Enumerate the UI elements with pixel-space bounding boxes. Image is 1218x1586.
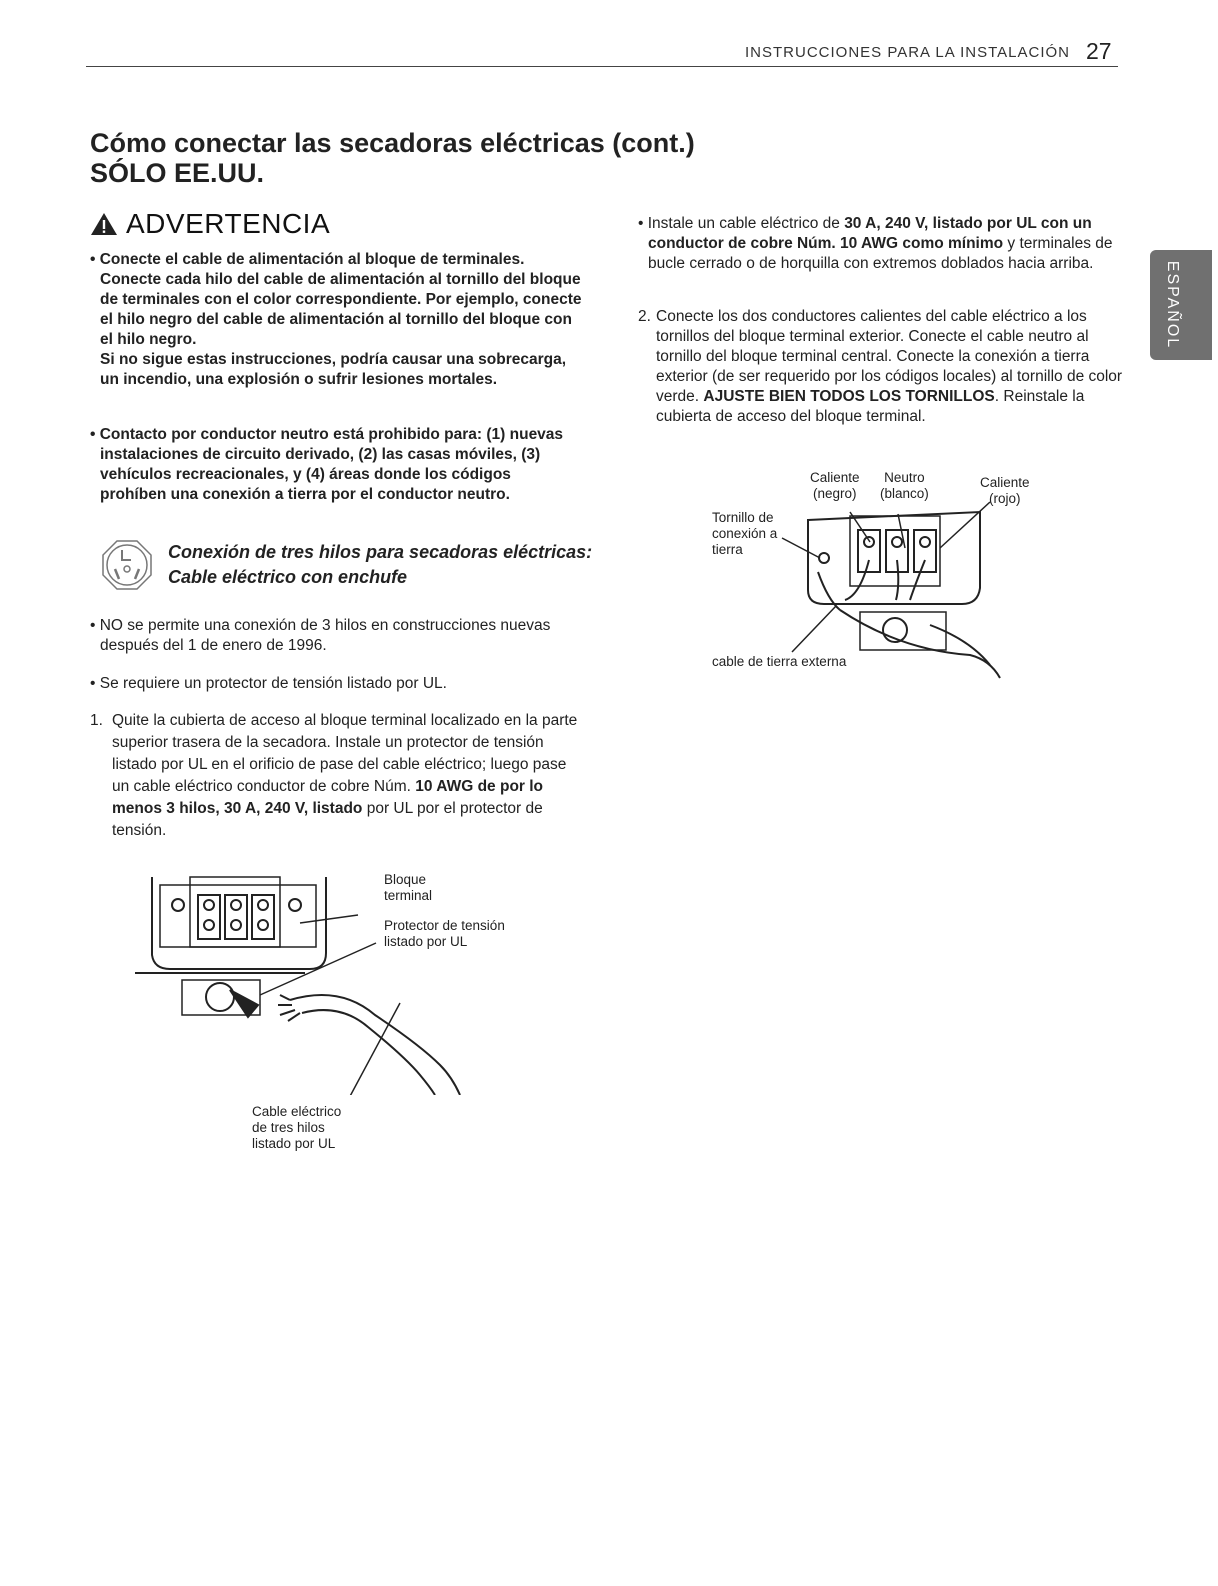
label-terminal-block-line-1: Bloque [384, 872, 427, 887]
step-2 [638, 307, 1128, 427]
warning-heading [90, 208, 330, 240]
label-ground-screw-line-3: tierra [712, 542, 743, 557]
warning-icon [90, 211, 118, 237]
label-neutral-white-line-1: Neutro [884, 470, 925, 485]
step-2-number: 2. [638, 308, 651, 325]
three-wire-title [168, 540, 592, 590]
warning-bullet-2: • Contacto por conductor neutro está prohibido para: (1) nuevas instalaciones de circuito derivado, (2) las casas móviles, (3) vehículos recreacionales, y (4) áreas donde los códigos prohíben una conexión a tierra por el conductor neutro. [90, 426, 564, 503]
header-section: INSTRUCCIONES PARA LA INSTALACIÓN [744, 44, 1070, 61]
label-ground-screw-line-2: conexión a [712, 526, 778, 541]
label-ground-screw [712, 510, 777, 558]
page-number: 27 [1086, 38, 1112, 64]
right-bullet: • Instale un cable eléctrico de 30 A, 240 V, listado por UL con un conductor de cobre Núm. 10 AWG como mínimo y terminales de bucle cerrado o de horquilla con extremos doblados hacia arriba. [638, 215, 1113, 272]
label-ground-screw-line-1: Tornillo de [712, 510, 774, 525]
warning-heading-text: ADVERTENCIA [126, 208, 331, 239]
note-1-text: NO se permite una conexión de 3 hilos en construcciones nuevas después del 1 de enero de 1996. [99, 617, 551, 654]
label-power-cord-line-3: listado por UL [252, 1136, 336, 1151]
label-power-cord [252, 1104, 341, 1152]
label-strain-relief-line-2: listado por UL [384, 934, 468, 949]
step-2-text-bold: AJUSTE BIEN TODOS LOS TORNILLOS [703, 388, 995, 405]
right-bullet-text-b: y terminales de bucle cerrado o de horquilla con extremos doblados hacia arriba. [648, 235, 1113, 272]
step-2-text-a: Conecte los dos conductores calientes del cable eléctrico a los tornillos del bloque terminal exterior. Conecte el cable neutro al tornillo del bloque terminal central. Conecte la conexión a tierra exterior (de ser requerido por los códigos locales) al tornillo de color verde. [656, 308, 1123, 405]
label-neutral-white [880, 470, 929, 502]
language-tab-label: ESPAÑOL [1164, 260, 1181, 350]
note-1: • NO se permite una conexión de 3 hilos en construcciones nuevas después del 1 de enero de 1996. [90, 617, 551, 654]
label-terminal-block-line-2: terminal [384, 888, 433, 903]
three-wire-title-line-2: Cable eléctrico con enchufe [168, 567, 408, 587]
label-terminal-block [384, 872, 432, 904]
step-1-text-bold: 10 AWG de por lo menos 3 hilos, 30 A, 240 V, listado [112, 778, 544, 817]
title-line-1: Cómo conectar las secadoras eléctricas (cont.) [90, 128, 695, 158]
step-1 [90, 710, 585, 842]
warning-bullet-1-text: Conecte el cable de alimentación al bloque de terminales. Conecte cada hilo del cable de alimentación al tornillo del bloque de terminales con el color correspondiente. Por ejemplo, conecte el hilo negro del cable de alimentación al tornillo del bloque con el hilo negro. [99, 251, 582, 348]
step-2-text-b: . Reinstale la cubierta de acceso del bloque terminal. [656, 388, 1085, 425]
note-2-text: Se requiere un protector de tensión listado por UL. [99, 675, 447, 692]
label-hot-red [980, 475, 1030, 507]
right-bullet-text-a: Instale un cable eléctrico de [647, 215, 845, 232]
note-2: • Se requiere un protector de tensión listado por UL. [90, 675, 447, 692]
three-wire-title-line-1: Conexión de tres hilos para secadoras eléctricas: [168, 542, 593, 562]
three-wire-heading [100, 538, 592, 592]
warning-bullet-1-consequence: Si no sigue estas instrucciones, podría causar una sobrecarga, un incendio, una explosión o sufrir lesiones mortales. [100, 351, 567, 388]
step-1-text-a: Quite la cubierta de acceso al bloque terminal localizado en la parte superior trasera de la secadora. Instale un protector de tensión listado por UL en el orificio de pase del cable eléctrico; luego pase un cable eléctrico conductor de cobre Núm. [112, 712, 578, 795]
label-hot-black-line-1: Caliente [810, 470, 860, 485]
label-strain-relief [384, 918, 505, 950]
step-1-number: 1. [90, 712, 103, 729]
page-title [90, 128, 695, 188]
label-strain-relief-line-1: Protector de tensión [384, 918, 505, 933]
step-1-text-b: por UL por el protector de tensión. [112, 800, 543, 839]
label-hot-red-line-1: Caliente [980, 475, 1030, 490]
language-tab [1150, 250, 1212, 360]
warning-bullet-1: • Conecte el cable de alimentación al bloque de terminales. Conecte cada hilo del cable de alimentación al tornillo del bloque de terminales con el color correspondiente. Por ejemplo, conecte el hilo negro del cable de alimentación al tornillo del bloque con el hilo negro. Si no sigue estas instrucciones, podría causar una sobrecarga, un incendio, una explosión o sufrir lesiones mortales. [90, 250, 585, 390]
label-external-ground: cable de tierra externa [712, 654, 847, 669]
warning-bullet-2-text: Contacto por conductor neutro está prohibido para: (1) nuevas instalaciones de circuito derivado, (2) las casas móviles, (3) vehículos recreacionales, y (4) áreas donde los códigos prohíben una conexión a tierra por el conductor neutro. [99, 426, 564, 503]
right-bullet-text-bold: 30 A, 240 V, listado por UL con un conductor de cobre Núm. 10 AWG como mínimo [648, 215, 1092, 252]
header-rule [86, 66, 1118, 67]
plug-outlet-icon [100, 538, 154, 592]
label-hot-red-line-2: (rojo) [989, 491, 1021, 506]
title-line-2: SÓLO EE.UU. [90, 158, 265, 188]
label-hot-black [810, 470, 860, 502]
terminal-block-diagram [130, 865, 490, 1095]
label-power-cord-line-1: Cable eléctrico [252, 1104, 342, 1119]
label-neutral-white-line-2: (blanco) [880, 486, 929, 501]
label-power-cord-line-2: de tres hilos [252, 1120, 325, 1135]
label-hot-black-line-2: (negro) [813, 486, 857, 501]
